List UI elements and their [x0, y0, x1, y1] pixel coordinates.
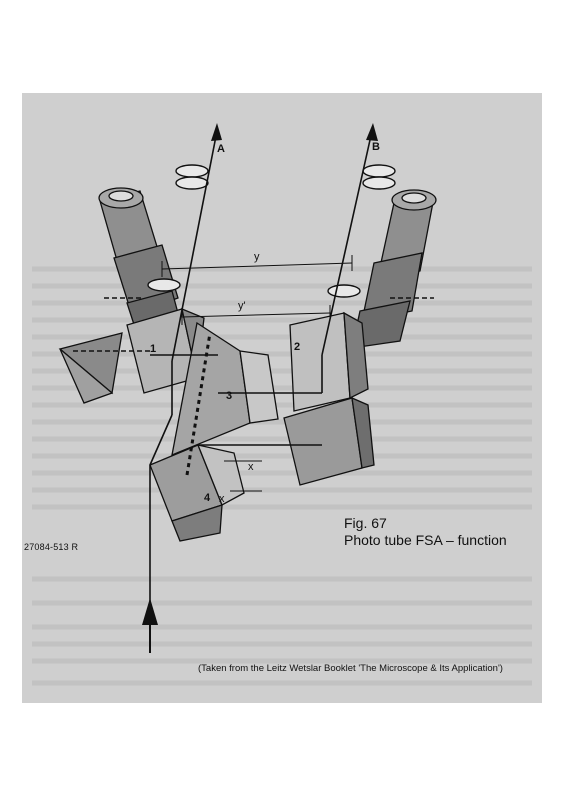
beam-rings	[148, 165, 395, 297]
beam-a-label: A	[217, 143, 225, 155]
dim-x-upper-label: x	[248, 461, 254, 473]
prism-3-label: 3	[226, 390, 233, 402]
photo-tube-diagram	[22, 93, 542, 703]
part-number: 27084-513 R	[24, 542, 79, 552]
beam-b-label: B	[372, 141, 380, 153]
left-outer-prism	[60, 333, 122, 403]
prism-4-label: 4	[204, 492, 211, 504]
scanned-figure	[22, 93, 542, 703]
background-text-lines	[32, 269, 532, 683]
dim-x-lower-label: x	[219, 493, 225, 505]
prism-2-label: 2	[294, 341, 301, 353]
figure-title: Photo tube FSA – function	[344, 532, 507, 548]
dim-y-prime-label: y'	[238, 300, 246, 312]
prism-1-label: 1	[150, 343, 157, 355]
source-caption: (Taken from the Leitz Wetslar Booklet 'The Microscope & Its Application')	[198, 663, 503, 674]
dim-y-label: y	[254, 251, 260, 263]
figure-number: Fig. 67	[344, 515, 387, 531]
prism-2-shape	[290, 313, 368, 411]
prism-4-shape	[150, 445, 244, 541]
